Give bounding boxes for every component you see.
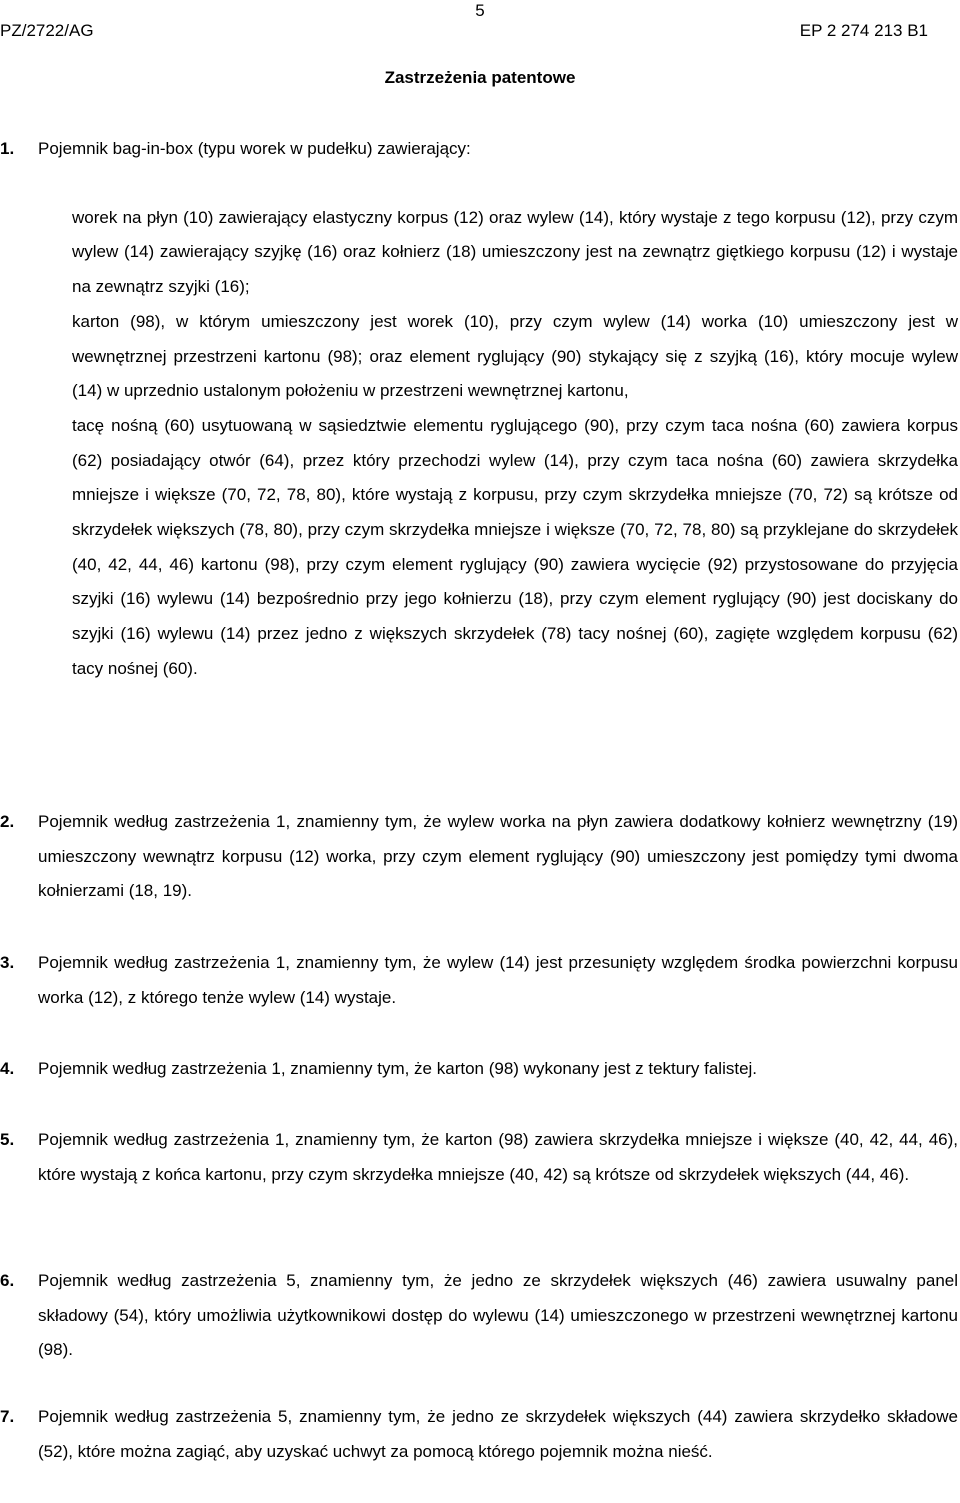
claim-text: Pojemnik według zastrzeżenia 5, znamienny tym, że jedno ze skrzydełek większych (46) zawiera usuwalny panel składowy (54), który umożliwia użytkownikowi dostęp do wylewu (14) umieszczonego w przestrzeni wewnętrznej kartonu (98). (38, 1271, 958, 1360)
claim-text: Pojemnik według zastrzeżenia 1, znamienny tym, że karton (98) zawiera skrzydełka mniejsze i większe (40, 42, 44, 46), które wystają z końca kartonu, przy czym skrzydełka mniejsze (40, 42) są krótsze od skrzydełek większych (44, 46). (38, 1130, 958, 1184)
patent-number: EP 2 274 213 B1 (799, 21, 928, 40)
claim-number: 3. (0, 953, 15, 972)
claim-number: 1. (0, 139, 15, 158)
claim-number: 4. (0, 1059, 15, 1078)
claim-5 (0, 1123, 958, 1192)
claim-number: 7. (0, 1407, 15, 1426)
claim-intro: Pojemnik bag-in-box (typu worek w pudełku) zawierający: (38, 139, 471, 158)
page-number: 5 (475, 1, 485, 20)
document-reference: PZ/2722/AG (0, 21, 94, 40)
claim-4 (0, 1052, 958, 1087)
page-title: Zastrzeżenia patentowe (384, 68, 576, 87)
claim-3 (0, 946, 958, 1015)
claim-2 (0, 805, 958, 909)
claim-element: worek na płyn (10) zawierający elastyczny korpus (12) oraz wylew (14), który wystaje z tego korpusu (12), przy czym wylew (14) zawierający szyjkę (16) oraz kołnierz (18) umieszczony jest na zewnątrz giętkiego korpusu (12) i wystaje na zewnątrz szyjki (16); (72, 207, 958, 297)
claim-text: Pojemnik według zastrzeżenia 1, znamienny tym, że karton (98) wykonany jest z tektury falistej. (38, 1059, 758, 1078)
claim-text: Pojemnik według zastrzeżenia 1, znamienny tym, że wylew (14) jest przesunięty względem środka powierzchni korpusu worka (12), z którego tenże wylew (14) wystaje. (38, 953, 958, 1007)
claim-element: karton (98), w którym umieszczony jest worek (10), przy czym wylew (14) worka (10) umieszczony jest w wewnętrznej przestrzeni kartonu (98); oraz element ryglujący (90) stykający się z szyjką (16), który mocuje wylew (14) w uprzednio ustalonym położeniu w przestrzeni wewnętrznej kartonu, (72, 311, 958, 401)
claim-elements (72, 201, 958, 687)
claim-number: 2. (0, 812, 15, 831)
claim-6 (0, 1264, 958, 1368)
claim-number: 5. (0, 1130, 15, 1149)
claim-number: 6. (0, 1271, 15, 1290)
claim-7 (0, 1400, 958, 1469)
claim-text: Pojemnik według zastrzeżenia 1, znamienny tym, że wylew worka na płyn zawiera dodatkowy kołnierz wewnętrzny (19) umieszczony wewnątrz korpusu (12) worka, przy czym element ryglujący (90) umieszczony jest pomiędzy tymi dwoma kołnierzami (18, 19). (38, 812, 958, 901)
claim-text: Pojemnik według zastrzeżenia 5, znamienny tym, że jedno ze skrzydełek większych (44) zawiera skrzydełko składowe (52), które można zagiąć, aby uzyskać uchwyt za pomocą którego pojemnik można nieść. (38, 1407, 958, 1461)
claim-element: tacę nośną (60) usytuowaną w sąsiedztwie elementu ryglującego (90), przy czym taca nośna (60) zawiera korpus (62) posiadający otwór (64), przez który przechodzi wylew (14), przy czym taca nośna (60) zawiera skrzydełka mniejsze i większe (70, 72, 78, 80), które wystają z korpusu, przy czym skrzydełka mniejsze (70, 72) są krótsze od skrzydełek większych (78, 80), przy czym skrzydełka mniejsze i większe (70, 72, 78, 80) są przyklejane do skrzydełek (40, 42, 44, 46) kartonu (98), przy czym element ryglujący (90) zawiera wycięcie (92) przystosowane do przyjęcia szyjki (16) wylewu (14) bezpośrednio przy jego kołnierzu (18), przy czym element ryglujący (90) jest dociskany do szyjki (16) wylewu (14) przez jedno z większych skrzydełek (78) tacy nośnej (60), zagięte względem korpusu (62) tacy nośnej (60). (72, 415, 958, 678)
claim-1 (0, 132, 958, 687)
